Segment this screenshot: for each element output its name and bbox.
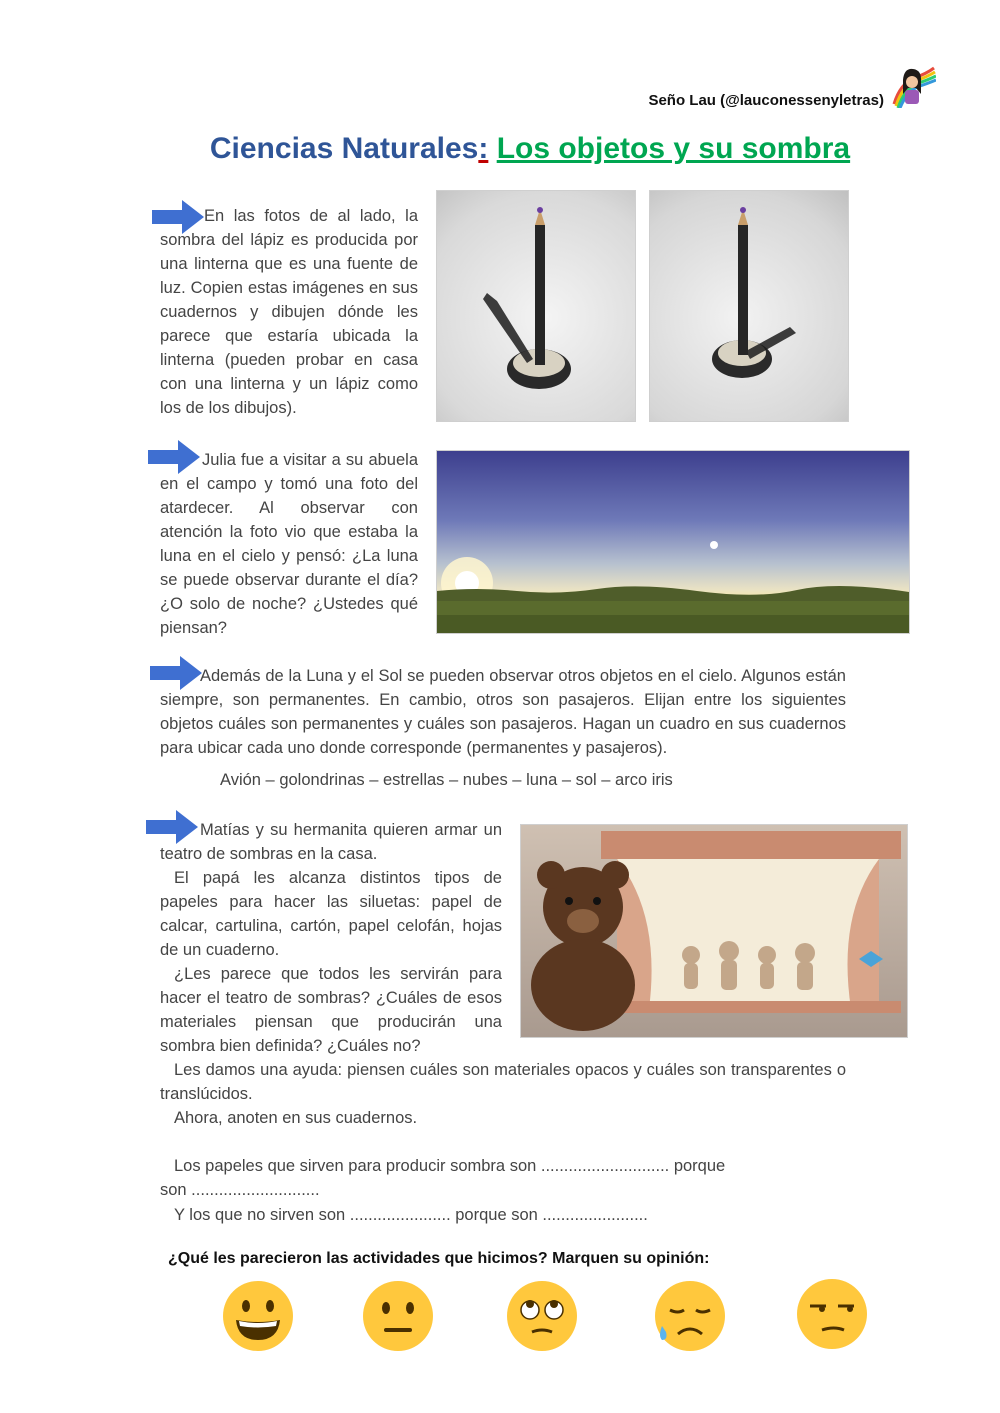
page-title — [0, 132, 1000, 166]
activity1-text: En las fotos de al lado, la sombra del lápiz es producida por una linterna que es una fuente de luz. Copien estas imágenes en sus cuadernos y dibujen dónde les parece que estaría ubicada la linterna (pueden probar en casa con una linterna y un lápiz como los de los dibujos). — [160, 207, 418, 417]
title-subject: Ciencias Naturales — [209, 132, 479, 165]
unamused-face-icon[interactable] — [794, 1276, 870, 1352]
activity4-intro: Matías y su hermanita quieren armar un teatro de sombras en la casa. — [160, 821, 502, 863]
face-with-rolling-eyes-icon[interactable] — [504, 1278, 580, 1354]
opinion-question: ¿Qué les parecieron las actividades que hicimos? Marquen su opinión: — [168, 1250, 710, 1267]
activity4-instruction: Ahora, anoten en sus cuadernos. — [174, 1109, 418, 1127]
activity3-text: Además de la Luna y el Sol se pueden observar otros objetos en el cielo. Algunos están siempre, son permanentes. En cambio, otros son pasajeros. Elijan entre los siguientes objetos cuáles son permanentes y cuáles son pasajeros. Hagan un cuadro en sus cuadernos para ubicar cada uno donde corresponde (permanentes y pasajeros). — [160, 667, 846, 757]
pencil-shadow-photo-1 — [436, 190, 636, 422]
pencil-shadow-illustration-1 — [437, 191, 635, 421]
fill-in-line-2: son ............................ — [160, 1181, 320, 1199]
activity2-text: Julia fue a visitar a su abuela en el campo y tomó una foto del atardecer. Al observar con atención la foto vio que estaba la luna en el cielo y pensó: ¿La luna se puede observar durante el día? ¿O solo de noche? ¿Ustedes qué piensan? — [160, 451, 418, 637]
activity4-questions: ¿Les parece que todos les servirán para hacer el teatro de sombras? ¿Cuáles de esos materiales piensan que producirán una sombra bien definida? ¿Cuáles no? — [160, 965, 502, 1055]
shadow-theater-illustration — [521, 825, 907, 1037]
sad-sweat-face-icon[interactable] — [652, 1278, 728, 1354]
author-avatar-icon — [890, 64, 936, 108]
fill-in-line-1: Los papeles que sirven para producir sombra son ............................ porque — [174, 1157, 726, 1175]
sunset-field-illustration — [437, 451, 909, 633]
sky-objects-list: Avión – golondrinas – estrellas – nubes – luna – sol – arco iris — [220, 771, 673, 789]
title-colon: : — [478, 132, 489, 165]
fill-in-line-3: Y los que no sirven son ...................... porque son ....................... — [174, 1206, 648, 1224]
author-credit: Seño Lau (@lauconessenyletras) — [648, 92, 884, 109]
activity4-hint: Les damos una ayuda: piensen cuáles son materiales opacos y cuáles son transparentes o translúcidos. — [160, 1061, 846, 1103]
pencil-shadow-illustration-2 — [650, 191, 848, 421]
title-topic: Los objetos y su sombra — [496, 132, 851, 165]
sunset-moon-photo — [436, 450, 910, 634]
grinning-face-icon[interactable] — [220, 1278, 296, 1354]
pencil-shadow-photo-2 — [649, 190, 849, 422]
neutral-face-icon[interactable] — [360, 1278, 436, 1354]
shadow-theater-photo — [520, 824, 908, 1038]
activity4-papers: El papá les alcanza distintos tipos de papeles para hacer las siluetas: papel de calcar, cartulina, cartón, papel celofán, hojas de un cuaderno. — [160, 869, 502, 959]
